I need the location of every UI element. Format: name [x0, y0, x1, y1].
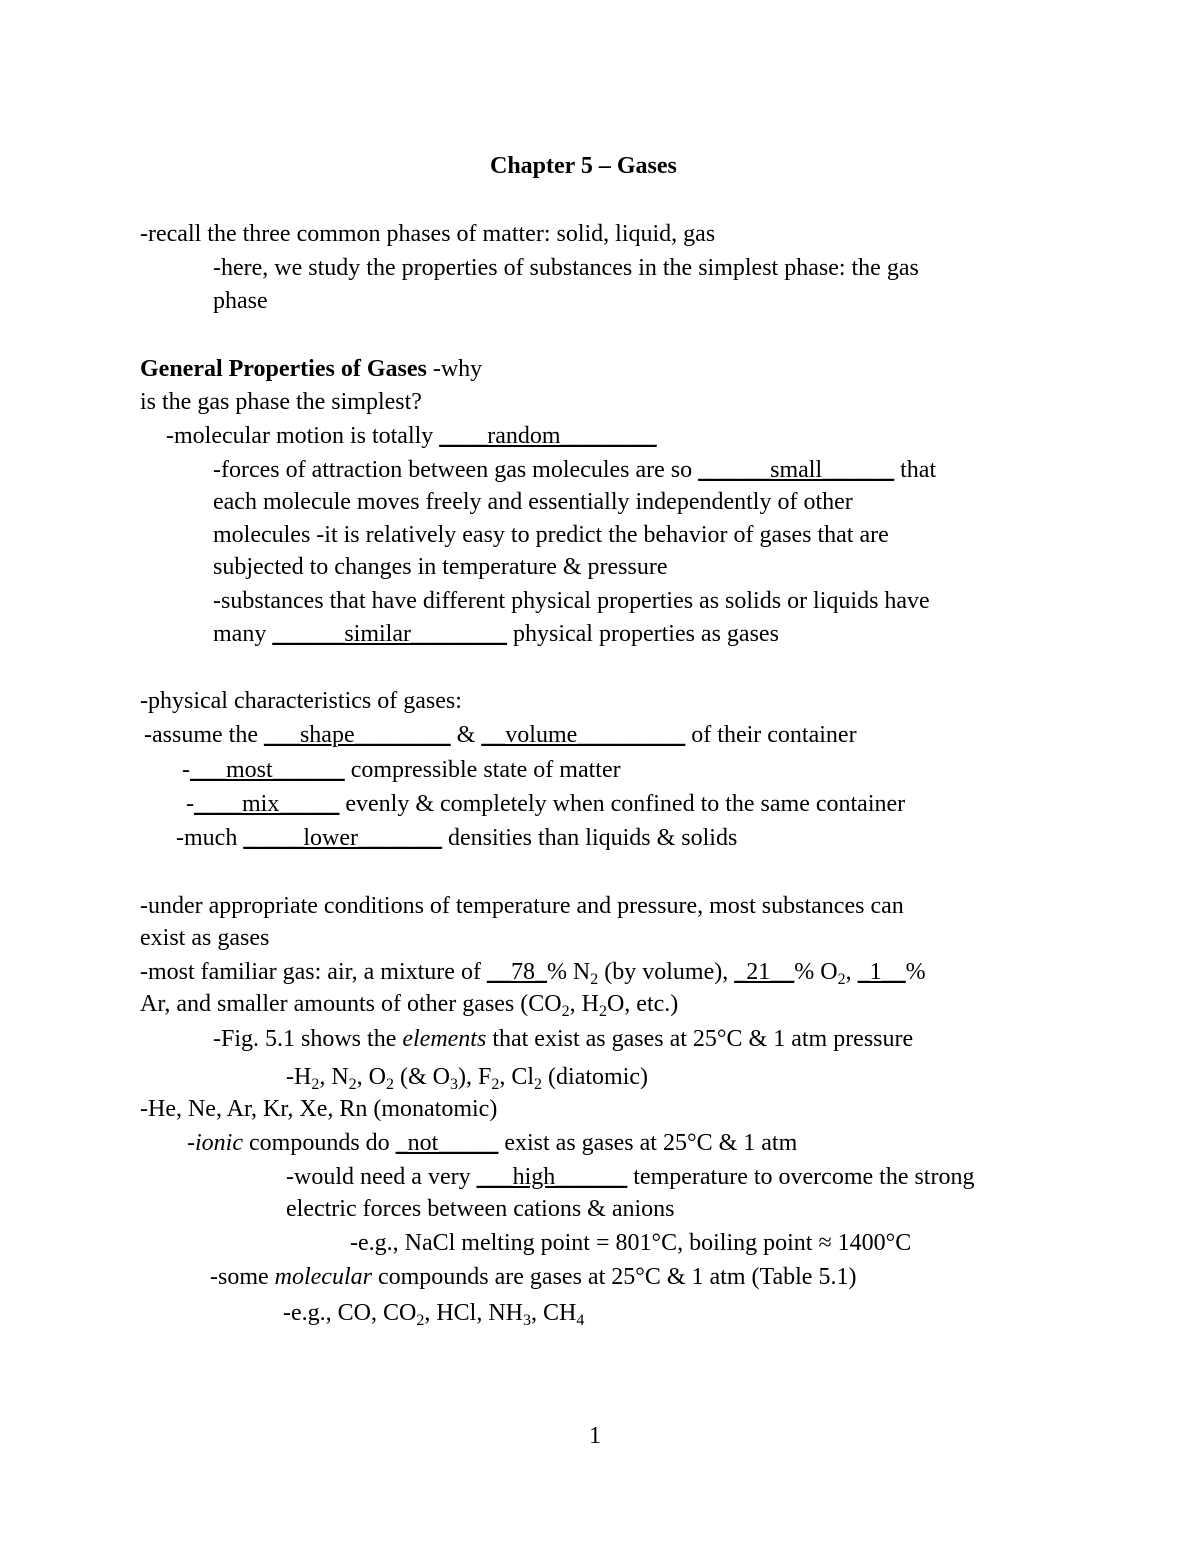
- subscript: 3: [523, 1312, 531, 1329]
- compressible-line: [182, 755, 621, 785]
- air-text: -most familiar gas: air, a mixture of: [140, 959, 487, 985]
- heading-tail: -why: [426, 356, 483, 382]
- blank-high: ___high______: [476, 1164, 628, 1190]
- molecular-word: molecular: [274, 1264, 372, 1290]
- assume-text: -assume the: [144, 722, 264, 748]
- ionic-tail: exist as gases at 25°C & 1 atm: [498, 1130, 798, 1156]
- fig-tail: that exist as gases at 25°C & 1 atm pressure: [486, 1026, 914, 1052]
- dash: -: [182, 757, 190, 783]
- diatomic-label: (diatomic): [542, 1064, 649, 1090]
- o2: , O: [356, 1064, 387, 1090]
- general-line-5: molecules -it is relatively easy to predict the behavior of gases that are: [213, 522, 889, 548]
- mix-tail: evenly & completely when confined to the same container: [339, 791, 906, 817]
- elements-word: elements: [402, 1026, 487, 1052]
- subscript: 2: [561, 1003, 570, 1020]
- general-line-6: subjected to changes in temperature & pressure: [213, 554, 668, 580]
- monatomic-line: -He, Ne, Ar, Kr, Xe, Rn (monatomic): [140, 1096, 498, 1122]
- general-line-1: is the gas phase the simplest?: [140, 389, 422, 415]
- blank-n2: __78_: [486, 959, 547, 985]
- molecular-line: [210, 1262, 856, 1292]
- high-text: -would need a very: [286, 1164, 477, 1190]
- ar-percent: %: [905, 959, 926, 985]
- forces-text: -forces of attraction between gas molecules are so: [213, 457, 699, 483]
- n2: , N: [319, 1064, 349, 1090]
- section-heading: General Properties of Gases: [140, 356, 427, 382]
- blank-ar: _1__: [857, 959, 906, 985]
- ionic-word: ionic: [195, 1130, 243, 1156]
- densities-line: [176, 823, 737, 853]
- cl2: , Cl: [499, 1064, 535, 1090]
- blank-shape: ___shape________: [263, 722, 451, 748]
- similar-line: [213, 619, 779, 649]
- similar-text: many: [213, 621, 273, 647]
- molecular-tail: compounds are gases at 25°C & 1 atm (Table 5.1): [371, 1264, 857, 1290]
- f2: ), F: [458, 1064, 492, 1090]
- subscript: 2: [837, 971, 846, 988]
- high-tail: temperature to overcome the strong: [627, 1164, 975, 1190]
- ar-text: Ar, and smaller amounts of other gases (CO: [140, 991, 562, 1017]
- dash: -: [187, 1130, 195, 1156]
- h2: -H: [286, 1064, 312, 1090]
- blank-mix: ____mix_____: [194, 791, 340, 817]
- intro-line-2: -here, we study the properties of substances in the simplest phase: the gas: [213, 255, 919, 281]
- comma: ,: [845, 959, 858, 985]
- blank-o2: _21__: [734, 959, 795, 985]
- blank-random: ____random________: [439, 423, 657, 449]
- densities-tail: densities than liquids & solids: [441, 825, 738, 851]
- subscript: 3: [450, 1076, 459, 1093]
- general-line-4: each molecule moves freely and essentially independently of other: [213, 489, 853, 515]
- dash: -: [186, 791, 194, 817]
- blank-most: ___most______: [190, 757, 345, 783]
- electric-line: electric forces between cations & anions: [286, 1196, 675, 1222]
- much-text: -much: [176, 825, 244, 851]
- subscript: 2: [598, 1003, 607, 1020]
- diatomic-line: [286, 1062, 648, 1092]
- blank-lower: _____lower_______: [243, 825, 442, 851]
- n2-label: % N: [546, 959, 591, 985]
- eg-text: -e.g., CO, CO: [283, 1300, 417, 1326]
- subscript: 2: [311, 1076, 320, 1093]
- general-line-7: -substances that have different physical properties as solids or liquids have: [213, 588, 930, 614]
- subscript: 4: [576, 1312, 585, 1329]
- subscript: 2: [348, 1076, 357, 1093]
- blank-volume: __volume_________: [481, 722, 686, 748]
- conditions-line-1: -under appropriate conditions of temperature and pressure, most substances can: [140, 893, 904, 919]
- air-line: [140, 957, 926, 987]
- page-title: Chapter 5 – Gases: [490, 153, 677, 179]
- similar-tail: physical properties as gases: [506, 621, 779, 647]
- eg-text-2: , HCl, NH: [424, 1300, 523, 1326]
- ar-text-3: O, etc.): [606, 991, 679, 1017]
- blank-similar: ______similar________: [272, 621, 507, 647]
- ar-text-2: , H: [569, 991, 599, 1017]
- examples-line: [283, 1298, 584, 1328]
- motion-line: [166, 421, 657, 451]
- subscript: 2: [416, 1312, 425, 1329]
- o3: (& O: [394, 1064, 451, 1090]
- motion-text: -molecular motion is totally: [166, 423, 440, 449]
- compressible-tail: compressible state of matter: [344, 757, 621, 783]
- assume-tail: of their container: [685, 722, 857, 748]
- intro-line-1: -recall the three common phases of matter: solid, liquid, gas: [140, 221, 716, 247]
- fig-line: [213, 1024, 913, 1054]
- general-heading-line: [140, 354, 482, 384]
- blank-small: ______small______: [698, 457, 895, 483]
- some-text: -some: [210, 1264, 275, 1290]
- intro-line-3: phase: [213, 288, 268, 314]
- ionic-text: compounds do: [243, 1130, 396, 1156]
- subscript: 2: [534, 1076, 543, 1093]
- subscript: 2: [386, 1076, 395, 1093]
- page-number: 1: [589, 1423, 601, 1449]
- by-volume: (by volume),: [598, 959, 735, 985]
- conditions-line-2: exist as gases: [140, 925, 270, 951]
- ar-line: [140, 989, 678, 1019]
- forces-tail: that: [894, 457, 937, 483]
- nacl-line: -e.g., NaCl melting point = 801°C, boiling point ≈ 1400°C: [350, 1230, 912, 1256]
- subscript: 2: [590, 971, 599, 988]
- assume-line: [144, 720, 857, 750]
- forces-line: [213, 455, 936, 485]
- ionic-line: [187, 1128, 797, 1158]
- eg-text-3: , CH: [531, 1300, 577, 1326]
- high-line: [286, 1162, 974, 1192]
- fig-text: -Fig. 5.1 shows the: [213, 1026, 403, 1052]
- blank-not: _not_____: [395, 1130, 499, 1156]
- subscript: 2: [491, 1076, 500, 1093]
- ampersand: &: [450, 722, 482, 748]
- characteristics-heading: -physical characteristics of gases:: [140, 688, 462, 714]
- o2-label: % O: [794, 959, 838, 985]
- mix-line: [186, 789, 905, 819]
